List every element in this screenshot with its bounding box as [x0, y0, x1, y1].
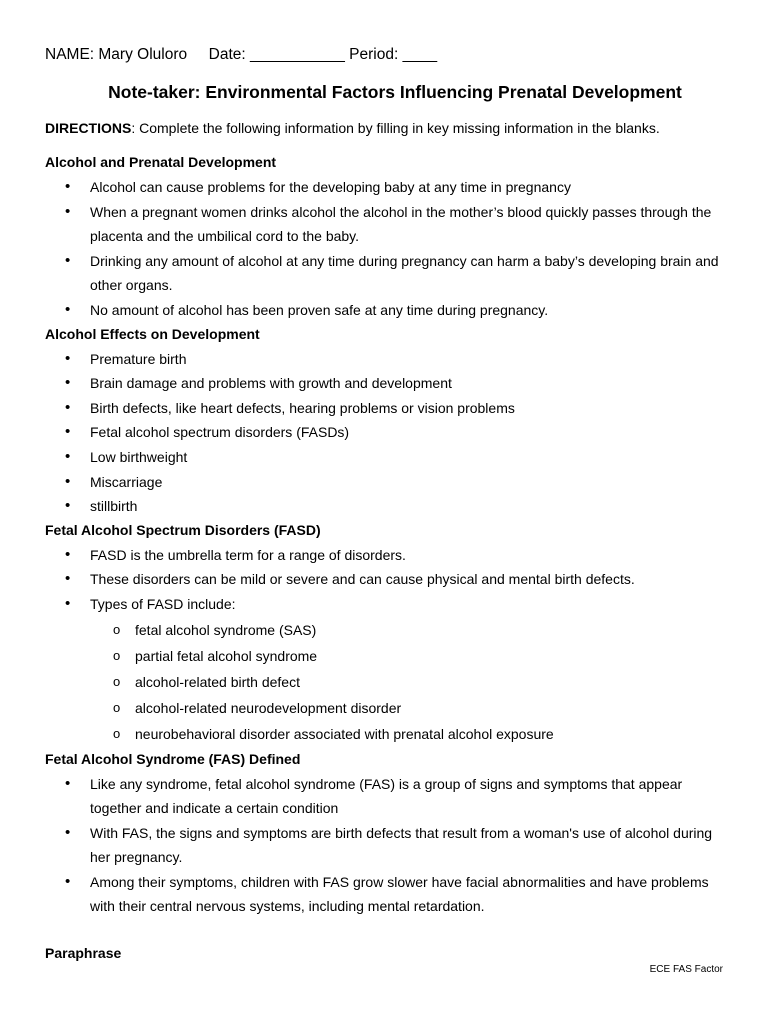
sub-list-item: o fetal alcohol syndrome (SAS)	[45, 617, 725, 643]
list-item: • Among their symptoms, children with FAS grow slower have facial abnormalities and have problems with their central nervous systems, including mental retardation.	[45, 870, 725, 919]
sub-list-item: o partial fetal alcohol syndrome	[45, 643, 725, 669]
section-title: Fetal Alcohol Syndrome (FAS) Defined	[45, 750, 301, 767]
directions-label: DIRECTIONS	[45, 120, 132, 136]
section-title: Alcohol Effects on Development	[45, 325, 260, 342]
sub-list-item: o alcohol-related neurodevelopment disorder	[45, 695, 725, 721]
sub-list-item: o neurobehavioral disorder associated with prenatal alcohol exposure	[45, 721, 725, 747]
list-item: • Alcohol can cause problems for the developing baby at any time in pregnancy	[45, 175, 725, 200]
list-item: • Low birthweight	[45, 445, 725, 470]
list-item: • Types of FASD include:	[45, 592, 725, 617]
list-item: • Birth defects, like heart defects, hearing problems or vision problems	[45, 396, 725, 421]
sub-list-item: o alcohol-related birth defect	[45, 669, 725, 695]
notes-content	[45, 151, 725, 919]
list-item: • Like any syndrome, fetal alcohol syndrome (FAS) is a group of signs and symptoms that appear together and indicate a certain condition	[45, 772, 725, 821]
sub-list	[45, 617, 725, 748]
list-item: • No amount of alcohol has been proven safe at any time during pregnancy.	[45, 298, 725, 323]
bullet-list	[45, 347, 725, 519]
section-title: Fetal Alcohol Spectrum Disorders (FASD)	[45, 521, 321, 538]
directions	[45, 120, 660, 136]
list-item: • These disorders can be mild or severe and can cause physical and mental birth defects.	[45, 567, 725, 592]
paraphrase-heading: Paraphrase	[45, 945, 122, 961]
list-item: • With FAS, the signs and symptoms are birth defects that result from a woman's use of alcohol during her pregnancy.	[45, 821, 725, 870]
bullet-list	[45, 543, 725, 617]
list-item: • Brain damage and problems with growth and development	[45, 371, 725, 396]
list-item: • Premature birth	[45, 347, 725, 372]
date-label: Date: ___________	[208, 46, 345, 63]
period-label: Period: ____	[349, 46, 438, 63]
section-title: Alcohol and Prenatal Development	[45, 154, 277, 170]
list-item: • Fetal alcohol spectrum disorders (FASDs)	[45, 420, 725, 445]
list-item: • stillbirth	[45, 494, 725, 519]
directions-text: : Complete the following information by filling in key missing information in the blanks.	[131, 120, 660, 136]
header-line	[45, 46, 437, 64]
footer-text: ECE FAS Factor	[649, 964, 723, 975]
list-item: • Drinking any amount of alcohol at any time during pregnancy can harm a baby’s developing brain and other organs.	[45, 249, 725, 298]
bullet-list	[45, 772, 725, 920]
page-title: Note-taker: Environmental Factors Influencing Prenatal Development	[108, 82, 682, 102]
list-item: • Miscarriage	[45, 470, 725, 495]
list-item: • When a pregnant women drinks alcohol the alcohol in the mother’s blood quickly passes through the placenta and the umbilical cord to the baby.	[45, 200, 725, 249]
name-label: NAME: Mary Oluloro	[45, 46, 188, 63]
list-item: • FASD is the umbrella term for a range of disorders.	[45, 543, 725, 568]
bullet-list	[45, 175, 725, 323]
